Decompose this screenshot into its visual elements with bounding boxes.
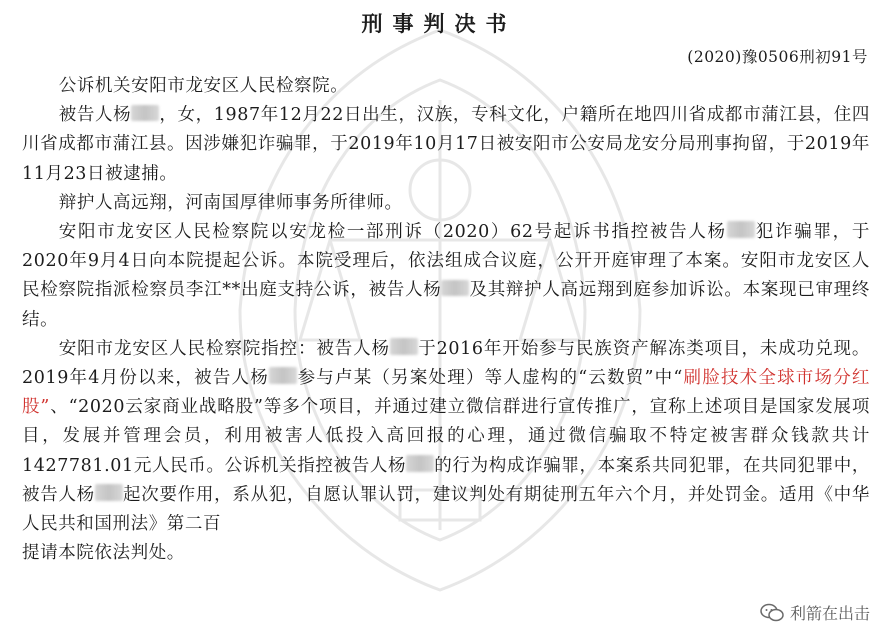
paragraph-defendant: 被告人杨 ，女，1987年12月22日出生，汉族，专科文化，户籍所在地四川省成都市蒲江县，住四川省成都市蒲江县。因涉嫌犯诈骗罪，于2019年10月17日被安阳市公安局龙安分局刑事拘留，于2019年11月23日被逮捕。 — [22, 105, 870, 184]
redaction-blur — [406, 455, 434, 472]
document-title: 刑事判决书 — [361, 11, 517, 36]
judgment-body — [22, 72, 870, 568]
redaction-blur — [390, 338, 418, 355]
redaction-blur — [131, 105, 159, 122]
paragraph-accusation: 安阳市龙安区人民检察院指控：被告人杨 于2016年开始参与民族资产解冻类项目，未成功兑现。2019年4月份以来，被告人杨 参与卢某（另案处理）等人虚构的“云数贸”中“刷脸技术全球市场分红股”、“2020云家商业战略股”等多个项目，并通过建立微信群进行宣传推广，宣称上述项目是国家发展项目，发展并管理会员，利用被害人低投入高回报的心理，通过微信骗取不特定被害群众钱款共计1427781.01元人民币。公诉机关指控被告人杨 的行为构成诈骗罪，本案系共同犯罪，在共同犯罪中，被告人杨 起次要作用，系从犯，自愿认罪认罚，建议判处有期徒刑五年六个月，并处罚金。适用《中华人民共和国刑法》第二百 提请本院依法判处。 — [22, 338, 871, 564]
wechat-icon — [760, 603, 784, 623]
account-watermark — [760, 601, 870, 624]
redaction-blur — [727, 221, 755, 238]
paragraph-procedure: 安阳市龙安区人民检察院以安龙检一部刑诉（2020）62号起诉书指控被告人杨 犯诈骗罪，于2020年9月4日向本院提起公诉。本院受理后，依法组成合议庭，公开开庭审理了本案。安阳市龙安区人民检察院指派检察员李江**出庭支持公诉，被告人杨 及其辩护人高远翔到庭参加诉讼。本案现已审理终结。 — [22, 222, 870, 330]
paragraph-defender: 辩护人高远翔，河南国厚律师事务所律师。 — [58, 192, 403, 213]
redaction-blur — [95, 484, 123, 501]
redaction-blur — [441, 280, 469, 297]
paragraph-prosecutor: 公诉机关安阳市龙安区人民检察院。 — [58, 76, 349, 96]
account-name: 利箭在出击 — [789, 604, 870, 623]
redaction-blur — [269, 367, 297, 384]
case-number: (2020)豫0506刑初91号 — [687, 48, 868, 66]
highlighted-project-name: 刷脸技术全球市场分红股” — [22, 368, 871, 418]
